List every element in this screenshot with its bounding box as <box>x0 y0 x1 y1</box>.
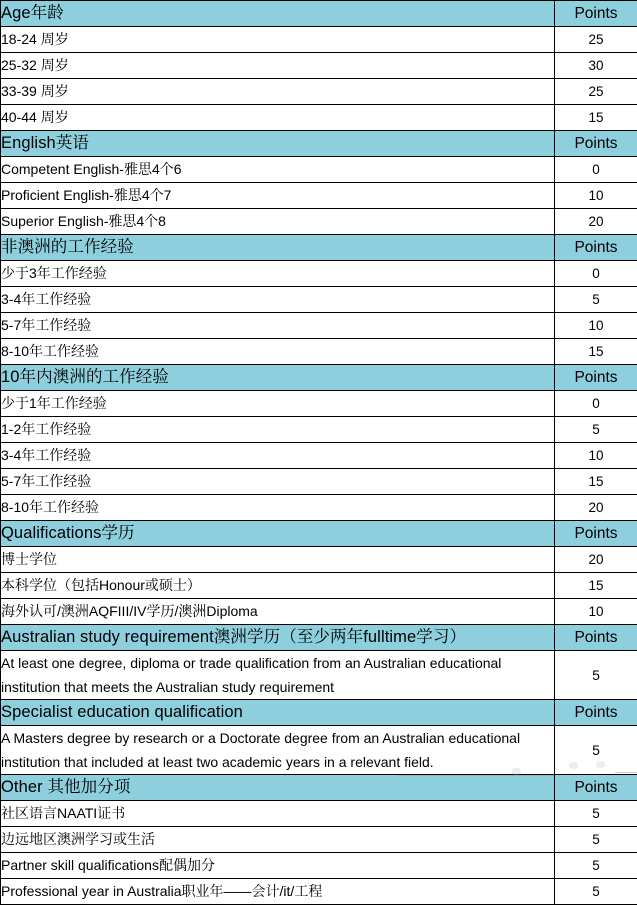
table-row <box>1 801 637 827</box>
points-value: 5 <box>555 827 637 853</box>
points-column-header: Points <box>555 625 637 651</box>
points-value: 20 <box>555 209 637 235</box>
criteria-label: 1-2年工作经验 <box>1 417 555 443</box>
table-row <box>1 853 637 879</box>
scan-artifact-speck <box>569 762 578 769</box>
points-value: 20 <box>555 547 637 573</box>
table-row <box>1 183 637 209</box>
criteria-label: 少于1年工作经验 <box>1 391 555 417</box>
criteria-label: 5-7年工作经验 <box>1 313 555 339</box>
scan-artifact-line <box>615 772 637 773</box>
criteria-label: 3-4年工作经验 <box>1 443 555 469</box>
table-row <box>1 599 637 625</box>
table-row <box>1 391 637 417</box>
section-header-row <box>1 775 637 801</box>
points-value: 20 <box>555 495 637 521</box>
points-value: 5 <box>555 287 637 313</box>
table-row <box>1 339 637 365</box>
criteria-label: 边远地区澳洲学习或生活 <box>1 827 555 853</box>
criteria-label: 博士学位 <box>1 547 555 573</box>
points-table-body <box>1 1 637 905</box>
criteria-label: 18-24 周岁 <box>1 27 555 53</box>
table-row <box>1 287 637 313</box>
points-value: 25 <box>555 79 637 105</box>
criteria-label: 8-10年工作经验 <box>1 495 555 521</box>
criteria-label: Professional year in Australia职业年——会计/it/工程 <box>1 879 555 905</box>
table-row <box>1 209 637 235</box>
section-header-row <box>1 365 637 391</box>
points-value: 15 <box>555 105 637 131</box>
points-column-header: Points <box>555 131 637 157</box>
table-row <box>1 157 637 183</box>
section-header-row <box>1 131 637 157</box>
section-header-row <box>1 1 637 27</box>
table-row <box>1 417 637 443</box>
points-value: 0 <box>555 157 637 183</box>
points-value: 30 <box>555 53 637 79</box>
criteria-label: 40-44 周岁 <box>1 105 555 131</box>
table-row <box>1 573 637 599</box>
points-value: 0 <box>555 261 637 287</box>
scan-artifact-speck <box>512 768 521 775</box>
section-title: Age年龄 <box>1 1 555 27</box>
points-column-header: Points <box>555 521 637 547</box>
points-column-header: Points <box>555 1 637 27</box>
section-title: Other 其他加分项 <box>1 775 555 801</box>
points-value: 25 <box>555 27 637 53</box>
table-row <box>1 53 637 79</box>
points-value: 5 <box>555 417 637 443</box>
table-row <box>1 261 637 287</box>
table-row <box>1 443 637 469</box>
table-row <box>1 879 637 905</box>
points-column-header: Points <box>555 775 637 801</box>
section-header-row <box>1 625 637 651</box>
table-row <box>1 495 637 521</box>
points-value: 5 <box>555 879 637 905</box>
criteria-label: 海外认可/澳洲AQFIII/IV学历/澳洲Diploma <box>1 599 555 625</box>
table-row <box>1 547 637 573</box>
points-value: 15 <box>555 469 637 495</box>
criteria-label: Partner skill qualifications配偶加分 <box>1 853 555 879</box>
points-column-header: Points <box>555 235 637 261</box>
criteria-label: Competent English-雅思4个6 <box>1 157 555 183</box>
table-row <box>1 79 637 105</box>
points-value: 10 <box>555 443 637 469</box>
table-row <box>1 651 637 700</box>
criteria-label: 社区语言NAATI证书 <box>1 801 555 827</box>
section-title: Qualifications学历 <box>1 521 555 547</box>
points-value: 10 <box>555 313 637 339</box>
table-row <box>1 313 637 339</box>
points-value: 10 <box>555 183 637 209</box>
points-value: 15 <box>555 573 637 599</box>
points-column-header: Points <box>555 700 637 726</box>
criteria-label: 25-32 周岁 <box>1 53 555 79</box>
criteria-label: Superior English-雅思4个8 <box>1 209 555 235</box>
table-row <box>1 105 637 131</box>
points-value: 0 <box>555 391 637 417</box>
points-value: 10 <box>555 599 637 625</box>
section-title: English英语 <box>1 131 555 157</box>
scan-artifact-line <box>398 775 554 776</box>
criteria-label: A Masters degree by research or a Doctorate degree from an Australian educational institution that included at least two academic years in a relevant field. <box>1 726 555 775</box>
table-row <box>1 726 637 775</box>
criteria-label: 少于3年工作经验 <box>1 261 555 287</box>
section-header-row <box>1 521 637 547</box>
criteria-label: 5-7年工作经验 <box>1 469 555 495</box>
points-value: 5 <box>555 651 637 700</box>
criteria-label: 33-39 周岁 <box>1 79 555 105</box>
criteria-label: 8-10年工作经验 <box>1 339 555 365</box>
criteria-label: At least one degree, diploma or trade qualification from an Australian educational institution that meets the Australian study requirement <box>1 651 555 700</box>
section-title: 10年内澳洲的工作经验 <box>1 365 555 391</box>
criteria-label: 3-4年工作经验 <box>1 287 555 313</box>
points-value: 5 <box>555 853 637 879</box>
scan-artifact-speck <box>596 761 605 768</box>
table-row <box>1 27 637 53</box>
points-value: 15 <box>555 339 637 365</box>
table-row <box>1 827 637 853</box>
points-value: 5 <box>555 801 637 827</box>
points-column-header: Points <box>555 365 637 391</box>
section-header-row <box>1 700 637 726</box>
points-value: 5 <box>555 726 637 775</box>
table-row <box>1 469 637 495</box>
section-header-row <box>1 235 637 261</box>
section-title: Australian study requirement澳洲学历（至少两年fulltime学习） <box>1 625 555 651</box>
section-title: Specialist education qualification <box>1 700 555 726</box>
criteria-label: Proficient English-雅思4个7 <box>1 183 555 209</box>
criteria-label: 本科学位（包括Honour或硕士） <box>1 573 555 599</box>
section-title: 非澳洲的工作经验 <box>1 235 555 261</box>
